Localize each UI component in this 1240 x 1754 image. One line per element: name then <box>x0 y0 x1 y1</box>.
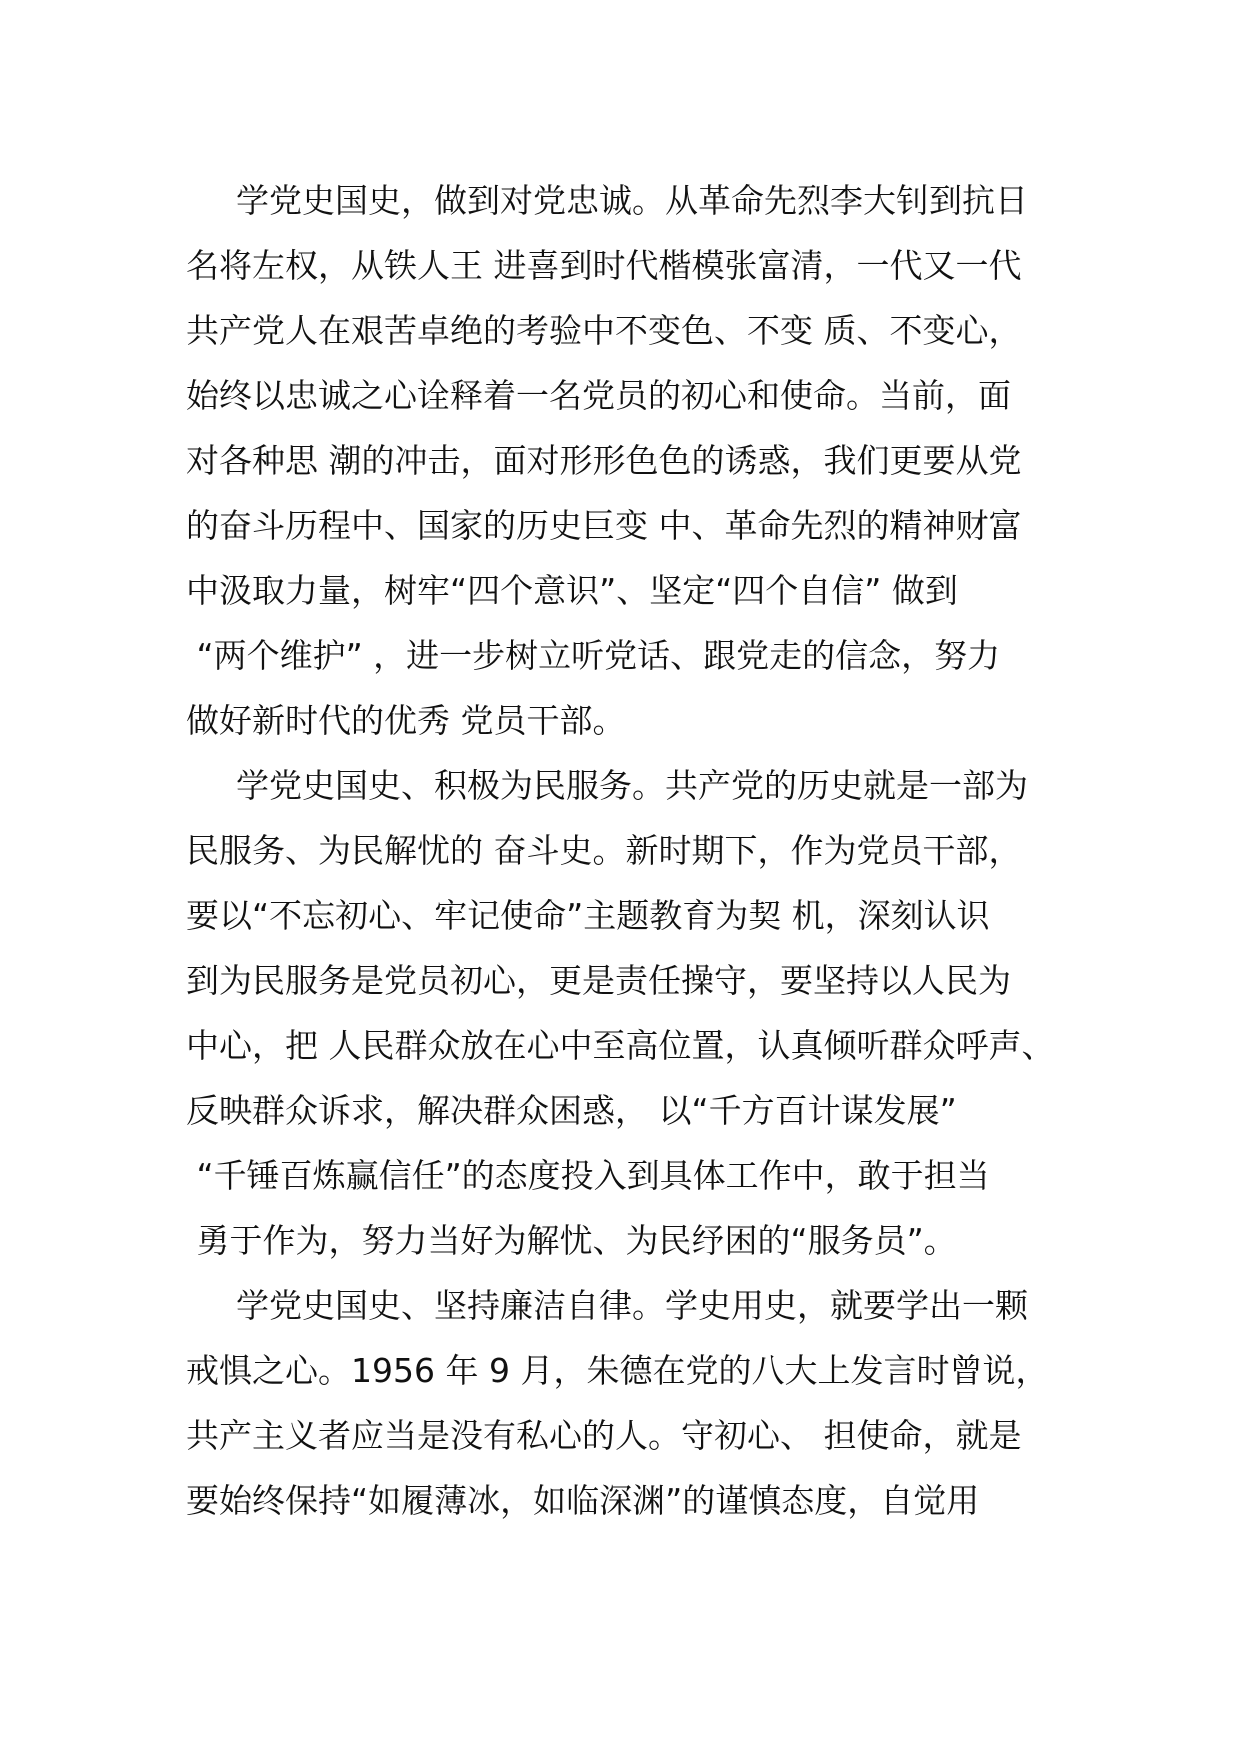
text-line: 学党史国史、坚持廉洁自律。学史用史，就要学出一颗 <box>236 1286 1028 1325</box>
text-line: 民服务、为民解忧的 奋斗史。新时期下，作为党员干部， <box>186 831 1022 870</box>
text-line: 做好新时代的优秀 党员干部。 <box>186 701 626 740</box>
text-line: 戒惧之心。1956 年 9 月，朱德在党的八大上发言时曾说， <box>186 1351 1049 1390</box>
text-line: 共产主义者应当是没有私心的人。守初心、 担使命，就是 <box>186 1416 1022 1455</box>
paragraph-service <box>186 753 1066 1273</box>
text-line: 的奋斗历程中、国家的历史巨变 中、革命先烈的精神财富 <box>186 506 1022 545</box>
text-line: 到为民服务是党员初心，更是责任操守，要坚持以人民为 <box>186 961 1011 1000</box>
text-line: 要始终保持“如履薄冰，如临深渊”的谨慎态度，自觉用 <box>186 1481 980 1520</box>
paragraph-loyalty <box>186 168 1066 753</box>
text-line: 学党史国史，做到对党忠诚。从革命先烈李大钊到抗日 <box>236 181 1028 220</box>
document-body <box>186 168 1066 1533</box>
text-line: 学党史国史、积极为民服务。共产党的历史就是一部为 <box>236 766 1028 805</box>
text-line: “两个维护” ，进一步树立听党话、跟党走的信念，努力 <box>186 636 1001 675</box>
text-line: 名将左权，从铁人王 进喜到时代楷模张富清，一代又一代 <box>186 246 1022 285</box>
text-line: “千锤百炼赢信任”的态度投入到具体工作中，敢于担当 <box>186 1156 990 1195</box>
text-line: 中汲取力量，树牢“四个意识”、坚定“四个自信” 做到 <box>186 571 958 610</box>
text-line: 中心，把 人民群众放在心中至高位置，认真倾听群众呼声、 <box>186 1026 1055 1065</box>
text-line: 始终以忠诚之心诠释着一名党员的初心和使命。当前，面 <box>186 376 1011 415</box>
paragraph-integrity <box>186 1273 1066 1533</box>
text-line: 勇于作为，努力当好为解忧、为民纾困的“服务员”。 <box>186 1221 957 1260</box>
text-line: 反映群众诉求，解决群众困惑， 以“千方百计谋发展” <box>186 1091 957 1130</box>
text-line: 共产党人在艰苦卓绝的考验中不变色、不变 质、不变心， <box>186 311 1022 350</box>
text-line: 要以“不忘初心、牢记使命”主题教育为契 机，深刻认识 <box>186 896 990 935</box>
text-line: 对各种思 潮的冲击，面对形形色色的诱惑，我们更要从党 <box>186 441 1022 480</box>
